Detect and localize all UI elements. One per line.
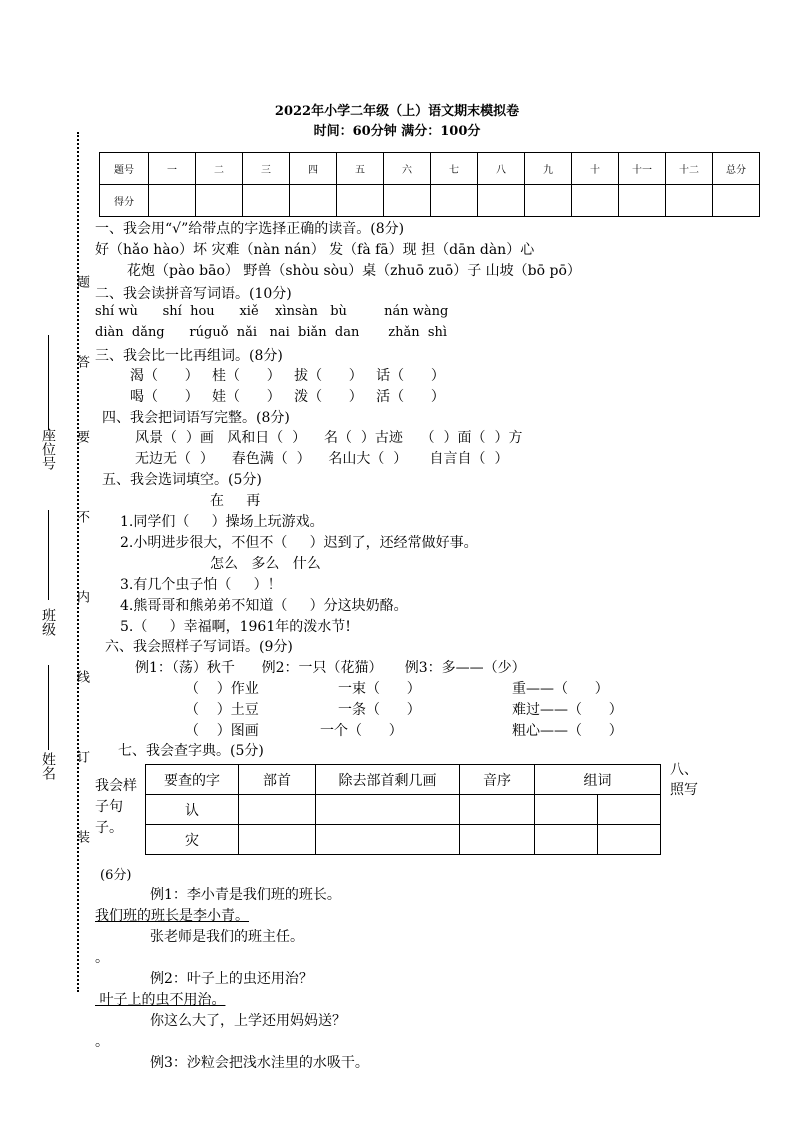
score-header-label: 题号 [100,153,149,185]
name-label: 姓名 [40,752,56,780]
score-row-numbers [100,153,760,185]
score-table [99,152,760,217]
score-col: 五 [337,153,384,185]
dict-header: 音序 [460,765,535,795]
section4-line1: 风景（ ）画 风和日（ ） 名（ ）古迹 （ ）面（ ）方 [135,430,523,446]
dict-header: 组词 [535,765,661,795]
score-col: 总分 [713,153,760,185]
section1-line1: 好（hǎo hào）坏 灾难（nàn nán） 发（fà fā）现 担（dān dàn）心 [95,242,535,258]
example2-question: 例2：叶子上的虫还用治？ [150,971,313,987]
dict-cell[interactable] [598,795,661,825]
section5-choices2: 怎么 多么 什么 [210,556,321,572]
score-col: 六 [384,153,431,185]
section5-choices1: 在 再 [210,493,261,509]
score-cell[interactable] [478,185,525,217]
score-cell[interactable] [619,185,666,217]
score-col: 十 [572,153,619,185]
section5-q3: 3.有几个虫子怕（ ）！ [120,577,282,593]
dict-cell[interactable] [598,825,661,855]
binding-char: 装 [74,830,89,843]
example1-answer: 我们班的班长是李小青。 [95,908,249,924]
section6-row3-c: 粗心——（ ） [512,723,623,739]
score-col: 四 [290,153,337,185]
section8-heading-side: 八、照写 [670,762,698,798]
binding-char: 线 [74,670,89,683]
score-cell[interactable] [384,185,431,217]
dict-char: 认 [146,795,239,825]
dict-char: 灾 [146,825,239,855]
score-col: 一 [149,153,196,185]
dict-cell[interactable] [535,825,598,855]
section6-row1-a: （ ）作业 [185,681,259,697]
score-cell[interactable] [243,185,290,217]
score-cell[interactable] [337,185,384,217]
score-col: 十一 [619,153,666,185]
section5-q4: 4.熊哥哥和熊弟弟不知道（ ）分这块奶酪。 [120,598,408,614]
class-label: 班级 [40,608,56,636]
section6-row3-a: （ ）图画 [185,723,259,739]
section5-q5: 5.（ ）幸福啊，1961年的泼水节! [120,619,351,635]
score-cell[interactable] [431,185,478,217]
section6-row1-c: 重——（ ） [512,681,609,697]
score-col: 三 [243,153,290,185]
seat-number-label: 座位号 [40,428,56,470]
dict-header: 要查的字 [146,765,239,795]
section4-heading: 四、我会把词语写完整。(8分) [102,410,290,426]
section3-heading: 三、我会比一比再组词。(8分) [95,348,283,364]
name-line [48,665,49,750]
example2-answer: 叶子上的虫不用治。 [95,992,226,1008]
binding-char: 订 [74,750,89,763]
example2-blank[interactable]: 。 [95,1034,109,1050]
section3-line1: 渴（ ） 桂（ ） 拔（ ） 话（ ） [130,368,445,384]
example1-task: 张老师是我们的班主任。 [150,929,304,945]
score-label: 得分 [100,185,149,217]
exam-title: 2022年小学二年级（上）语文期末模拟卷 [274,104,520,119]
example1-blank[interactable]: 。 [95,950,109,966]
section6-row2-a: （ ）土豆 [185,702,259,718]
score-col: 十二 [666,153,713,185]
score-cell[interactable] [525,185,572,217]
exam-subtitle: 时间：60分钟 满分：100分 [313,124,481,139]
section6-row3-b: 一个（ ） [320,723,403,739]
binding-char: 答 [74,355,89,368]
section2-pinyin-line2: diàn dǎng rúguǒ nǎi nai biǎn dan zhǎn shì [95,325,448,340]
binding-char: 要 [74,430,89,443]
dict-cell[interactable] [535,795,598,825]
score-cell[interactable] [196,185,243,217]
dict-cell[interactable] [239,795,316,825]
example3-question: 例3：沙粒会把浅水洼里的水吸干。 [150,1055,369,1071]
section2-heading: 二、我会读拼音写词语。(10分) [95,286,292,302]
section3-line2: 喝（ ） 娃（ ） 泼（ ） 活（ ） [130,389,445,405]
dict-cell[interactable] [316,795,460,825]
section8-heading-left: 我会样子句子。 [95,778,137,836]
section6-row2-c: 难过——（ ） [512,702,623,718]
section1-heading: 一、我会用“√”给带点的字选择正确的读音。(8分) [95,221,405,237]
score-cell[interactable] [572,185,619,217]
example2-task: 你这么大了，上学还用妈妈送？ [150,1013,346,1029]
score-cell[interactable] [149,185,196,217]
section8-points: (6分) [100,868,132,883]
section6-row1-b: 一束（ ） [338,681,421,697]
binding-char: 内 [74,590,89,603]
section7-heading: 七、我会查字典。(5分) [118,743,264,759]
score-col: 九 [525,153,572,185]
section6-row2-b: 一条（ ） [338,702,421,718]
example1-question: 例1：李小青是我们班的班长。 [150,887,341,903]
score-cell[interactable] [290,185,337,217]
dictionary-table [145,764,661,855]
score-col: 七 [431,153,478,185]
seat-number-line [48,335,49,430]
section5-q2: 2.小明进步很大，不但不（ ）迟到了，还经常做好事。 [120,535,478,551]
section5-q1: 1.同学们（ ）操场上玩游戏。 [120,514,324,530]
class-line [48,510,49,600]
section2-pinyin-line1: shí wù shí hou xiě xìnsàn bù nán wàng [95,304,449,319]
section1-line2: 花炮（pào bāo） 野兽（shòu sòu）桌（zhuō zuō）子 山坡（bō pō） [127,263,581,279]
dict-cell[interactable] [316,825,460,855]
score-col: 二 [196,153,243,185]
score-cell[interactable] [713,185,760,217]
section6-heading: 六、我会照样子写词语。(9分) [105,639,293,655]
score-row-scores [100,185,760,217]
binding-char: 不 [74,510,89,523]
score-cell[interactable] [666,185,713,217]
dict-cell[interactable] [460,825,535,855]
dict-header: 除去部首剩几画 [316,765,460,795]
section4-line2: 无边无（ ） 春色满（ ） 名山大（ ） 自言自（ ） [135,451,509,467]
section5-heading: 五、我会选词填空。(5分) [102,472,262,488]
dict-cell[interactable] [460,795,535,825]
dict-header: 部首 [239,765,316,795]
score-col: 八 [478,153,525,185]
dict-cell[interactable] [239,825,316,855]
section6-examples: 例1：（荡）秋千 例2：一只（花猫） 例3：多——（少） [135,660,526,676]
binding-char: 题 [74,275,89,288]
binding-dotted-line [77,132,79,992]
